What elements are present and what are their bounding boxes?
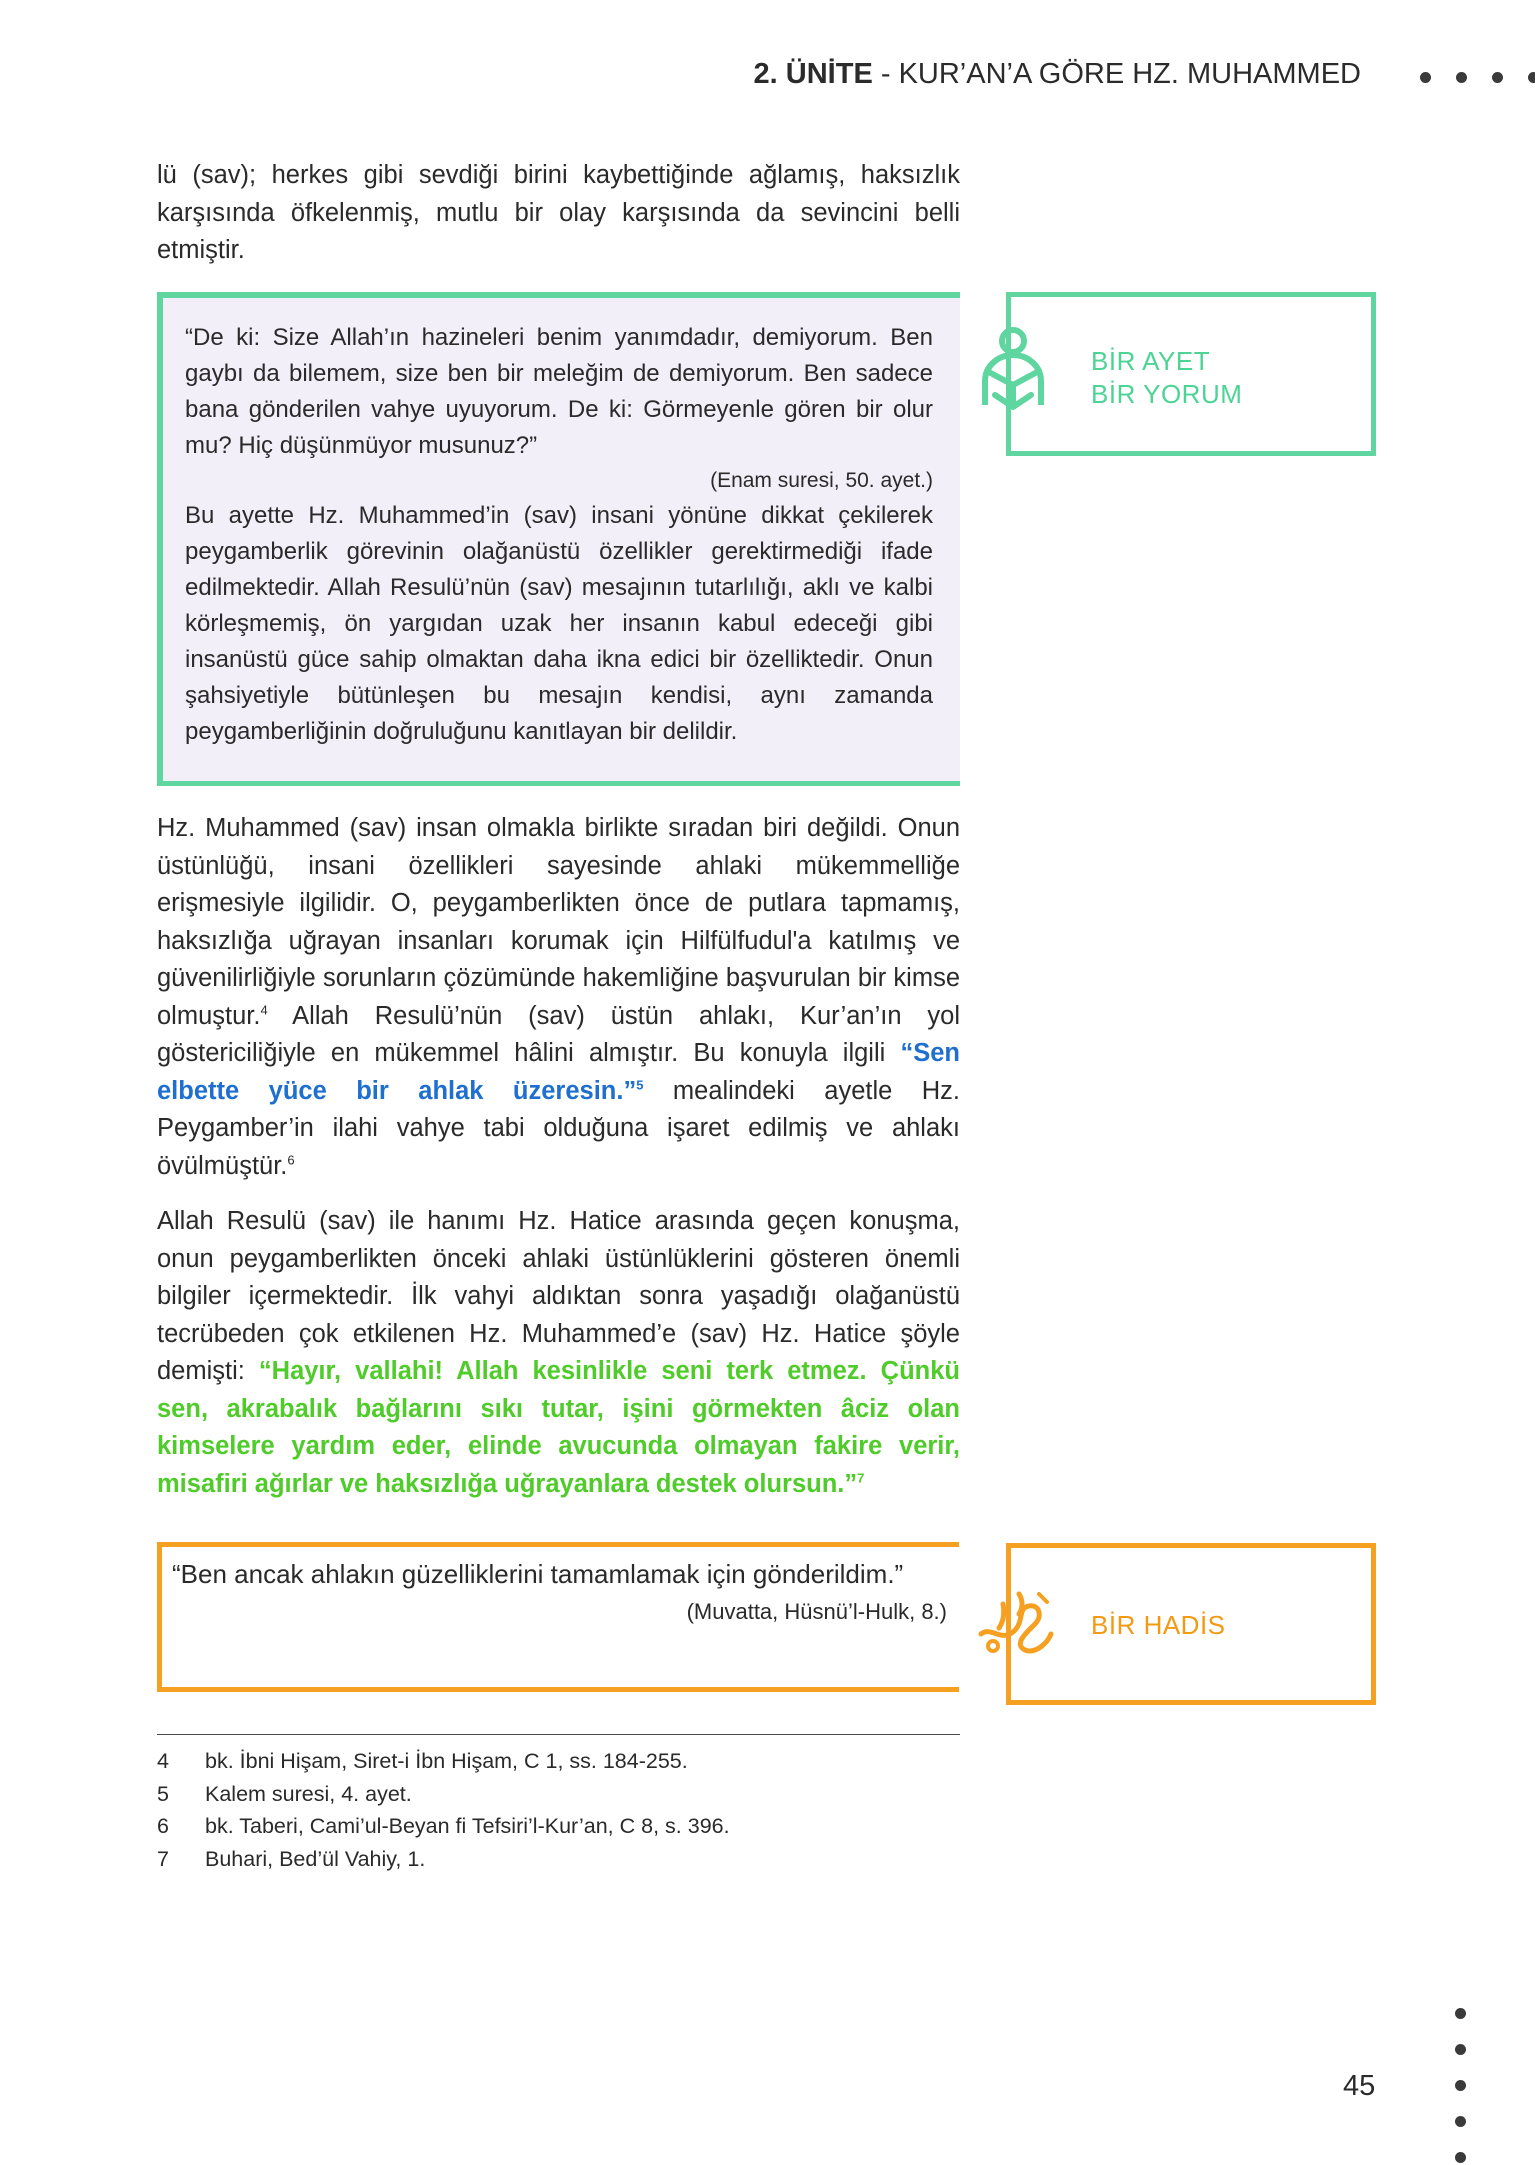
footnote-item bbox=[157, 1810, 960, 1843]
hadis-quote-box bbox=[157, 1542, 959, 1692]
paragraph-2-part1: Hz. Muhammed (sav) insan olmakla birlikte sıradan biri değildi. Onun üstünlüğü, insani özellikleri sayesinde ahlaki mükemmelliğe erişmesiyle ilgilidir. O, peygamberlikten önce de putlara tapmamış, haksızlığa uğrayan insanları korumak için Hilfülfudul'a katılmış ve güvenilirliğiyle sorunların çözümünde hakemliğine başvurulan bir kimse olmuştur. bbox=[157, 814, 960, 1030]
paragraph-2-part2: Allah Resulü’nün (sav) üstün ahlakı, Kur’an’ın yol göstericiliğiyle en mükemmel hâlini almıştır. Bu konuyla ilgili bbox=[157, 1001, 960, 1067]
footnote-divider bbox=[157, 1734, 960, 1735]
footnote-number: 6 bbox=[157, 1814, 169, 1838]
footnote-item bbox=[157, 1843, 960, 1876]
muhammad-calligraphy-icon bbox=[973, 1584, 1059, 1660]
hadis-label-box bbox=[1006, 1543, 1376, 1705]
footnote-number: 5 bbox=[157, 1781, 169, 1806]
ayet-reference: (Enam suresi, 50. ayet.) bbox=[710, 469, 933, 492]
ayet-highlight: “Sen elbette yüce bir ahlak üzeresin.” bbox=[157, 1039, 960, 1105]
footnote-ref-6: 6 bbox=[287, 1152, 295, 1167]
ayet-label-line1: BİR AYET bbox=[1091, 346, 1211, 376]
footnote-ref-7: 7 bbox=[857, 1470, 865, 1485]
footnote-item bbox=[157, 1745, 960, 1778]
chapter-title: KUR’AN’A GÖRE HZ. MUHAMMED bbox=[898, 58, 1361, 90]
unit-label: 2. ÜNİTE bbox=[753, 58, 873, 90]
paragraph-3-part1: Allah Resulü (sav) ile hanımı Hz. Hatice arasında geçen konuşma, onun peygamberlikten önceki ahlaki üstünlüklerini gösteren önemli bilgiler içermektedir. İlk vahyi aldıktan sonra yaşadığı olağanüstü tecrübeden çok etkilenen Hz. Muhammed’e (sav) Hz. Hatice şöyle demişti: bbox=[157, 1207, 960, 1385]
footnote-ref-4: 4 bbox=[260, 1002, 268, 1017]
footnote-text: Buhari, Bed’ül Vahiy, 1. bbox=[205, 1846, 426, 1871]
hatice-quote-highlight: “Hayır, vallahi! Allah kesinlikle seni terk etmez. Çünkü sen, akrabalık bağlarını sıkı tutar, işini görmekten âciz olan kimselere yardım eder, elinde avucunda olmayan fakire verir, misafiri ağırlar ve haksızlığa uğrayanlara destek olursun.” bbox=[157, 1357, 960, 1498]
ayet-label-text bbox=[1091, 345, 1242, 411]
page-number: 45 bbox=[1343, 2070, 1376, 2102]
footnote-number: 7 bbox=[157, 1846, 169, 1871]
footnotes bbox=[157, 1745, 960, 1875]
running-header bbox=[754, 58, 1361, 91]
hadis-reference: (Muvatta, Hüsnü’l-Hulk, 8.) bbox=[686, 1599, 947, 1624]
header-separator: - bbox=[872, 58, 899, 90]
footnote-item bbox=[157, 1778, 960, 1811]
footnote-number: 4 bbox=[157, 1749, 169, 1773]
footnote-text: bk. İbni Hişam, Siret-i İbn Hişam, C 1, ss. 184-255. bbox=[205, 1749, 688, 1773]
intro-paragraph: lü (sav); herkes gibi sevdiği birini kaybettiğinde ağlamış, haksızlık karşısında öfkelenmiş, mutlu bir olay karşısında da sevincini belli etmiştir. bbox=[157, 161, 960, 264]
hadis-label-text: BİR HADİS bbox=[1091, 1610, 1226, 1640]
footnote-text: Kalem suresi, 4. ayet. bbox=[205, 1781, 412, 1806]
ayet-commentary: Bu ayette Hz. Muhammed’in (sav) insani yönüne dikkat çekilerek peygamberlik görevinin olağanüstü özellikler gerektirmediği ifade edilmektedir. Allah Resulü’nün (sav) mesajının tutarlılığı, aklı ve kalbi körleşmemiş, ön yargıdan uzak her insanın kabul edeceği gibi insanüstü güce sahip olmaktan daha ikna edici bir özelliktedir. Onun şahsiyetiyle bütünleşen bu mesajın kendisi, aynı zamanda peygamberliğinin doğruluğunu kanıtlayan bir delildir. bbox=[185, 502, 933, 745]
paragraph-2-part3: mealindeki ayetle Hz. Peygamber’in ilahi vahye tabi olduğuna işaret edilmiş ve ahlakı övülmüştür. bbox=[157, 1076, 961, 1180]
footnote-ref-5: 5 bbox=[636, 1077, 644, 1092]
ayet-quote-box bbox=[157, 292, 960, 786]
footnote-text: bk. Taberi, Cami’ul-Beyan fi Tefsiri’l-Kur’an, C 8, s. 396. bbox=[205, 1814, 730, 1838]
hadis-quote: “Ben ancak ahlakın güzelliklerini tamamlamak için gönderildim.” bbox=[172, 1559, 904, 1589]
person-reading-book-icon bbox=[973, 325, 1053, 415]
ayet-quote: “De ki: Size Allah’ın hazineleri benim yanımdadır, demiyorum. Ben gaybı da bilemem, size ben bir meleğim de demiyorum. Ben sadece bana gönderilen vahye uyuyorum. De ki: Görmeyenle gören bir olur mu? Hiç düşünmüyor musunuz?” bbox=[185, 324, 933, 459]
paragraph-3 bbox=[157, 1203, 960, 1503]
paragraph-2 bbox=[157, 810, 960, 1185]
ayet-label-box bbox=[1006, 292, 1376, 456]
ayet-label-line2: BİR YORUM bbox=[1091, 379, 1243, 409]
